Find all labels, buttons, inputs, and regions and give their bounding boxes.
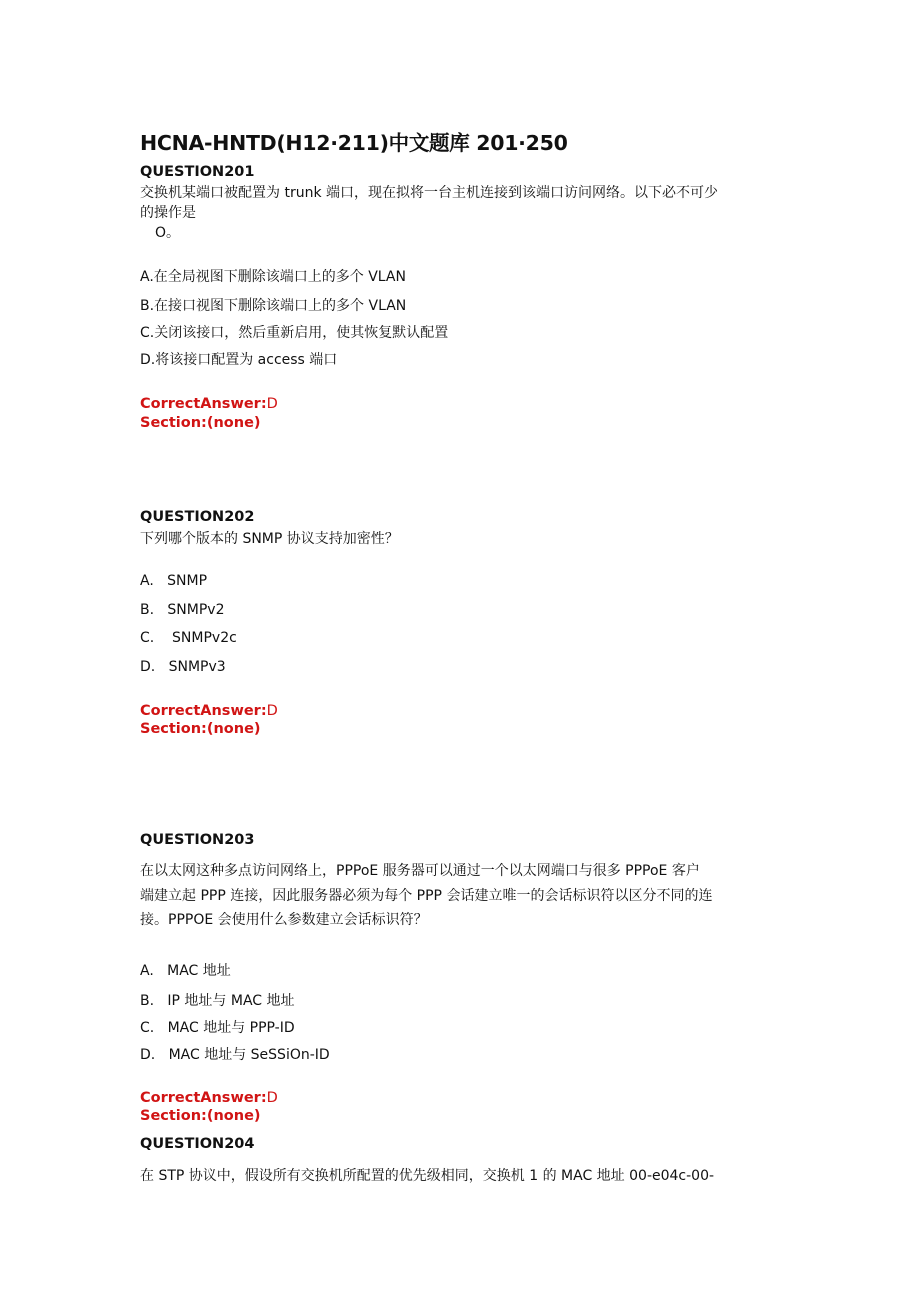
correct-answer [140, 1090, 278, 1106]
answer-value: D [266, 396, 278, 412]
question-heading: QUESTION203 [140, 832, 255, 848]
question-text-line: O。 [155, 225, 181, 241]
section-label: Section:(none) [140, 415, 261, 431]
answer-label: CorrectAnswer: [140, 703, 267, 719]
option-c: C. SNMPv2c [140, 630, 237, 646]
page-title: HCNA-HNTD(H12·211)中文题库 201·250 [140, 131, 568, 155]
option-b: B. SNMPv2 [140, 602, 225, 618]
option-d: D.将该接口配置为 access 端口 [140, 352, 338, 368]
answer-value: D [266, 1090, 278, 1106]
question-text-line: 的操作是 [140, 205, 196, 221]
question-text-line: 下列哪个版本的 SNMP 协议支持加密性？ [140, 531, 399, 547]
answer-value: D [266, 703, 278, 719]
option-a: A.在全局视图下删除该端口上的多个 VLAN [140, 269, 406, 285]
option-a: A. MAC 地址 [140, 963, 231, 979]
question-text-line: 在 STP 协议中，假设所有交换机所配置的优先级相同，交换机 1 的 MAC 地址 00-e04c-00- [140, 1168, 715, 1184]
option-a: A. SNMP [140, 573, 208, 589]
option-d: D. MAC 地址与 SeSSiOn-ID [140, 1047, 330, 1063]
option-d: D. SNMPv3 [140, 659, 226, 675]
correct-answer [140, 703, 278, 719]
correct-answer [140, 396, 278, 412]
question-heading: QUESTION204 [140, 1136, 255, 1152]
question-heading: QUESTION202 [140, 509, 255, 525]
option-b: B. IP 地址与 MAC 地址 [140, 993, 295, 1009]
question-text-line: 交换机某端口被配置为 trunk 端口，现在拟将一台主机连接到该端口访问网络。以下必不可少 [140, 185, 718, 201]
option-c: C.关闭该接口，然后重新启用，使其恢复默认配置 [140, 325, 449, 341]
section-label: Section:(none) [140, 721, 261, 737]
option-c: C. MAC 地址与 PPP-ID [140, 1020, 295, 1036]
option-b: B.在接口视图下删除该端口上的多个 VLAN [140, 298, 407, 314]
answer-label: CorrectAnswer: [140, 396, 267, 412]
question-text-line: 端建立起 PPP 连接，因此服务器必须为每个 PPP 会话建立唯一的会话标识符以区分不同的连 [140, 888, 713, 904]
question-text-line: 接。PPPOE 会使用什么参数建立会话标识符？ [140, 912, 428, 928]
question-text-line: 在以太网这种多点访问网络上，PPPoE 服务器可以通过一个以太网端口与很多 PPPoE 客户 [140, 863, 700, 879]
answer-label: CorrectAnswer: [140, 1090, 267, 1106]
section-label: Section:(none) [140, 1108, 261, 1124]
question-heading: QUESTION201 [140, 164, 255, 180]
